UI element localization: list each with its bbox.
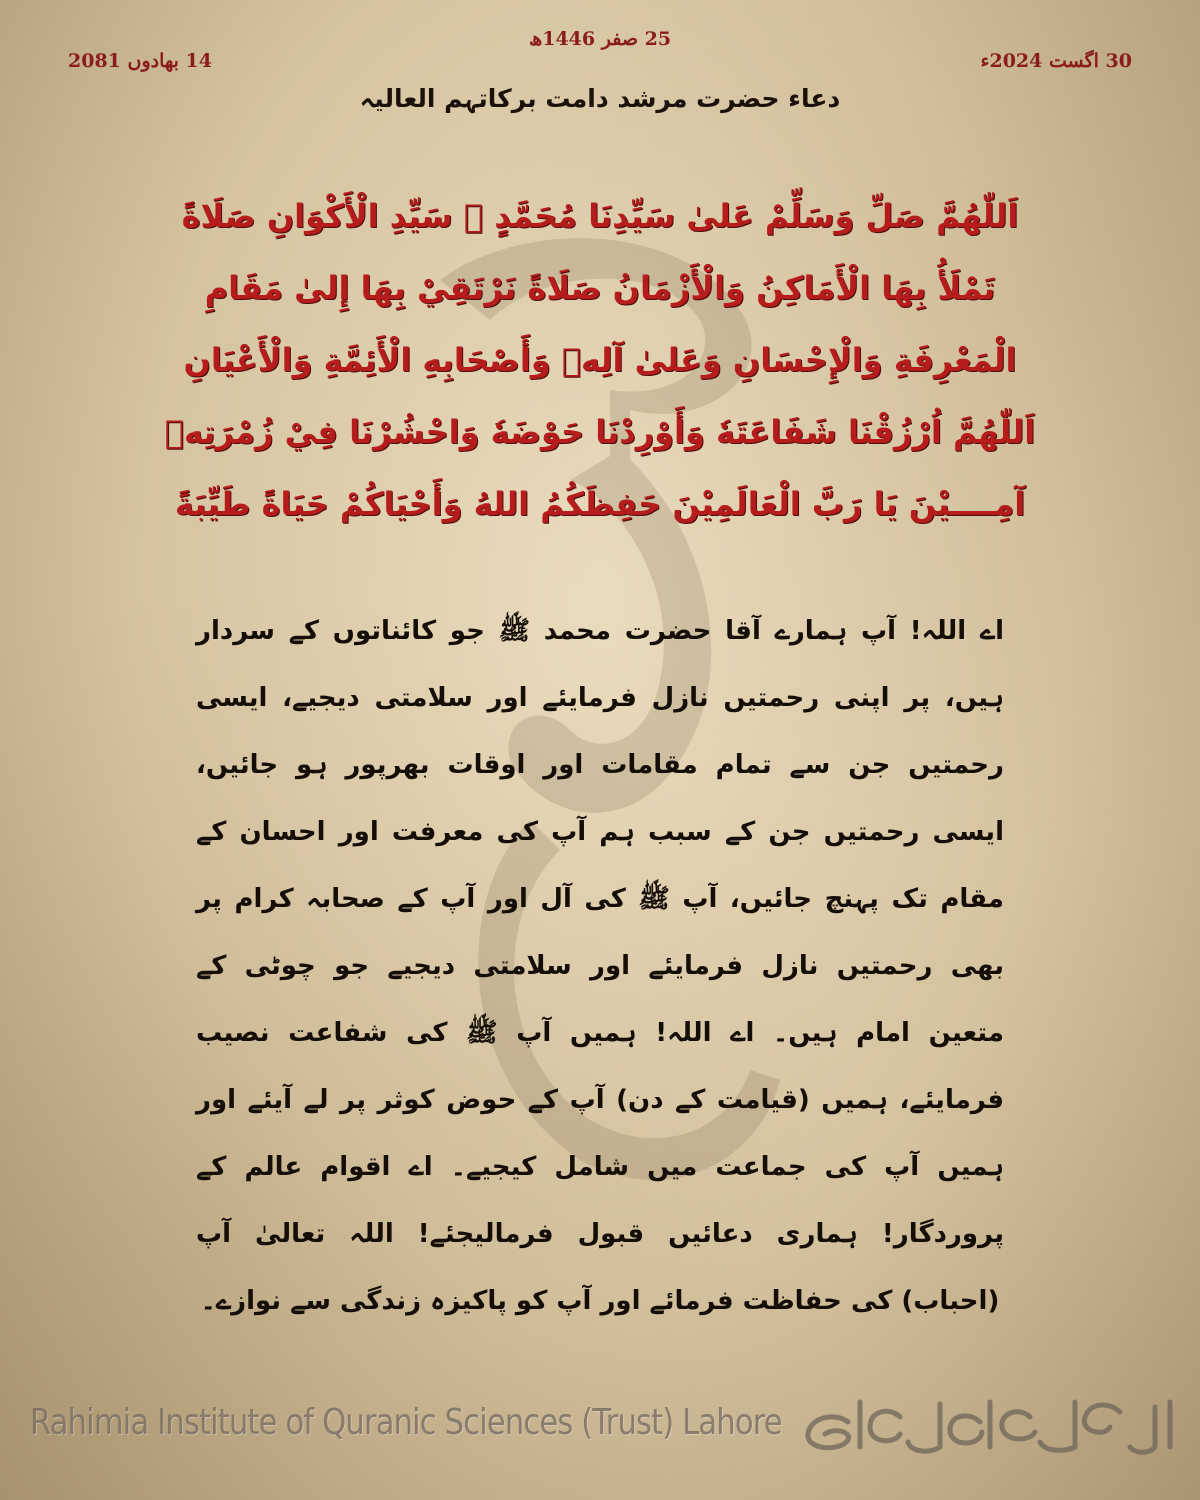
urdu-translation: اے اللہ! آپ ہمارے آقا حضرت محمد ﷺ جو کائناتوں کے سردار ہیں، پر اپنی رحمتیں نازل فرمایئے اور سلامتی دیجیے، ایسی رحمتیں جن سے تمام مقامات اور اوقات بھرپور ہو جائیں، ایسی رحمتیں جن کے سبب ہم آپ کی معرفت اور احسان کے مقام تک پہنچ جائیں، آپ ﷺ کی آل اور آپ کے صحابہ کرام پر بھی رحمتیں نازل فرمایئے اور سلامتی دیجیے جو چوٹی کے متعین امام ہیں۔ اے اللہ! ہمیں آپ ﷺ کی شفاعت نصیب فرمایئے، ہمیں (قیامت کے دن) آپ کے حوض کوثر پر لے آیئے اور ہمیں آپ کی جماعت میں شامل کیجیے۔ اے اقوام عالم کے پروردگار! ہماری دعائیں قبول فرمالیجئے! اللہ تعالیٰ آپ (احباب) کی حفاظت فرمائے اور آپ کو پاکیزہ زندگی سے نوازے۔ [196,616,1004,1316]
date-hijri: 25 صفر 1446ھ [528,28,672,50]
date-gregorian: 30 اگست 2024ء [980,50,1132,72]
page-title: دعاء حضرت مرشد دامت برکاتہم العالیہ [359,84,841,113]
date-bikrami: 14 بھادوں 2081 [68,50,212,72]
arabic-dua: اَللّٰهُمَّ صَلِّ وَسَلِّمْ عَلىٰ سَيِّدِنَا مُحَمَّدٍ ﷺ سَيِّدِ الْأَكْوَانِ صَلَاةً تَمْلَأُ بِهَا الْأَمَاكِنُ وَالْأَزْمَانُ صَلَاةً نَرْتَقِيْ بِهَا إِلىٰ مَقَامِ الْمَعْرِفَةِ وَالْإِحْسَانِ وَعَلىٰ آلِهٖ وَأَصْحَابِهِ الْأَئِمَّةِ وَالْأَعْيَانِ اَللّٰهُمَّ اُرْزُقْنَا شَفَاعَتَهٗ وَأَوْرِدْنَا حَوْضَهٗ وَاحْشُرْنَا فِيْ زُمْرَتِهٖ آمِــــيْنَ يَا رَبَّ الْعَالَمِيْنَ حَفِظَكُمُ اللهُ وَأَحْيَاكُمْ حَيَاةً طَيِّبَةً [164,197,1036,523]
institute-name-urdu: ادارہ رحیمیہ علوم قرآنیہ لاہور [978,1456,992,1457]
institute-name-english: Rahimia Institute of Quranic Sciences (Trust) Lahore [30,1402,782,1443]
institute-calligraphy-logo [790,1392,1180,1462]
